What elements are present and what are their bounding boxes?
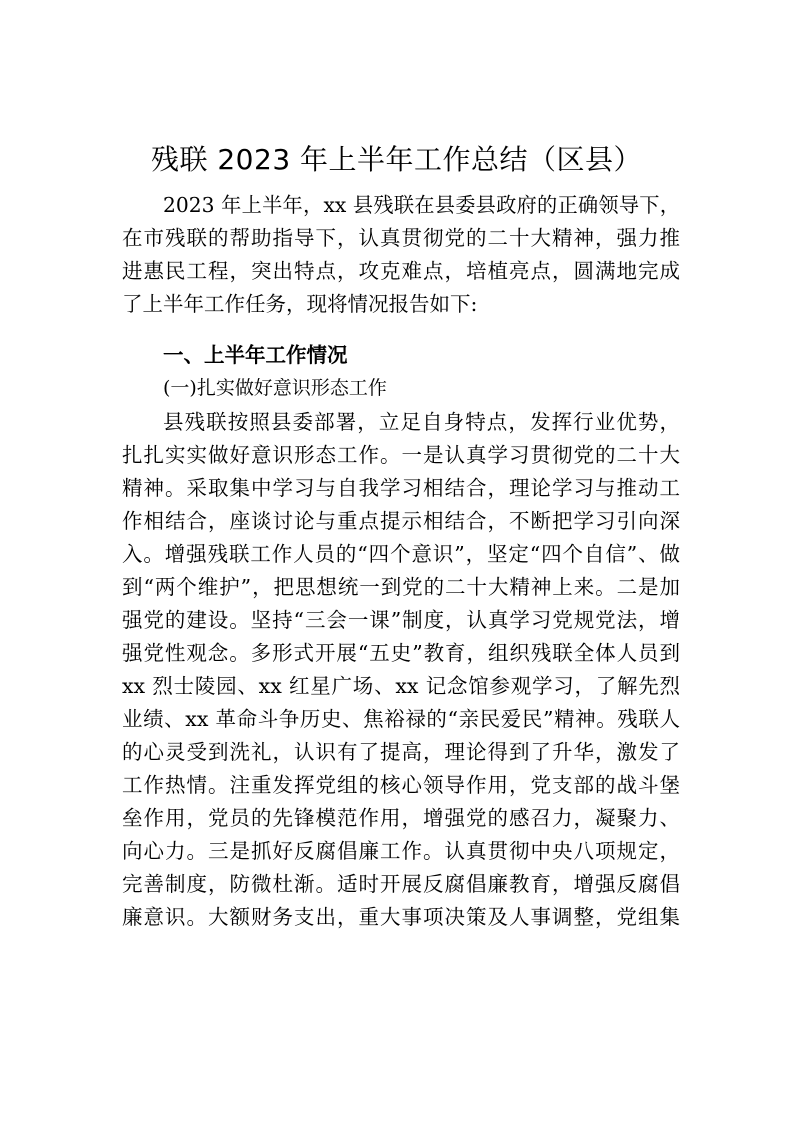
body-line: 扎扎实实做好意识形态工作。一是认真学习贯彻党的二十大 bbox=[122, 443, 680, 467]
intro-line: 在市残联的帮助指导下，认真贯彻党的二十大精神，强力推 bbox=[122, 226, 680, 250]
body-line: 强党性观念。多形式开展“五史”教育，组织残联全体人员到 bbox=[122, 641, 680, 665]
body-line: 入。增强残联工作人员的“四个意识”，坚定“四个自信”、做 bbox=[122, 542, 680, 566]
body-line: 完善制度，防微杜渐。适时开展反腐倡廉教育，增强反腐倡 bbox=[122, 872, 680, 896]
document-title: 残联 2023 年上半年工作总结（区县） bbox=[150, 143, 643, 176]
body-line: 县残联按照县委部署，立足自身特点，发挥行业优势， bbox=[163, 410, 680, 434]
body-line: 工作热情。注重发挥党组的核心领导作用，党支部的战斗堡 bbox=[122, 773, 680, 797]
body-line: xx 烈士陵园、xx 红星广场、xx 记念馆参观学习，了解先烈 bbox=[122, 674, 680, 698]
section-heading: 一、上半年工作情况 bbox=[163, 343, 348, 367]
intro-line: 了上半年工作任务，现将情况报告如下: bbox=[122, 292, 478, 316]
body-line: 的心灵受到洗礼，认识有了提高，理论得到了升华，激发了 bbox=[122, 740, 680, 764]
body-line: 垒作用，党员的先锋模范作用，增强党的感召力，凝聚力、 bbox=[122, 806, 680, 830]
body-line: 到“两个维护”，把思想统一到党的二十大精神上来。二是加 bbox=[122, 575, 680, 599]
intro-line: 进惠民工程，突出特点，攻克难点，培植亮点，圆满地完成 bbox=[122, 259, 680, 283]
body-line: 作相结合，座谈讨论与重点提示相结合，不断把学习引向深 bbox=[122, 509, 680, 533]
intro-line: 2023 年上半年，xx 县残联在县委县政府的正确领导下， bbox=[163, 193, 680, 217]
body-line: 向心力。三是抓好反腐倡廉工作。认真贯彻中央八项规定， bbox=[122, 839, 680, 863]
body-line: 业绩、xx 革命斗争历史、焦裕禄的“亲民爱民”精神。残联人 bbox=[122, 707, 680, 731]
body-line: 强党的建设。坚持“三会一课”制度，认真学习党规党法，增 bbox=[122, 608, 680, 632]
body-line: 精神。采取集中学习与自我学习相结合，理论学习与推动工 bbox=[122, 476, 680, 500]
subsection-heading: (一)扎实做好意识形态工作 bbox=[163, 377, 387, 399]
body-line: 廉意识。大额财务支出，重大事项决策及人事调整，党组集 bbox=[122, 905, 680, 929]
